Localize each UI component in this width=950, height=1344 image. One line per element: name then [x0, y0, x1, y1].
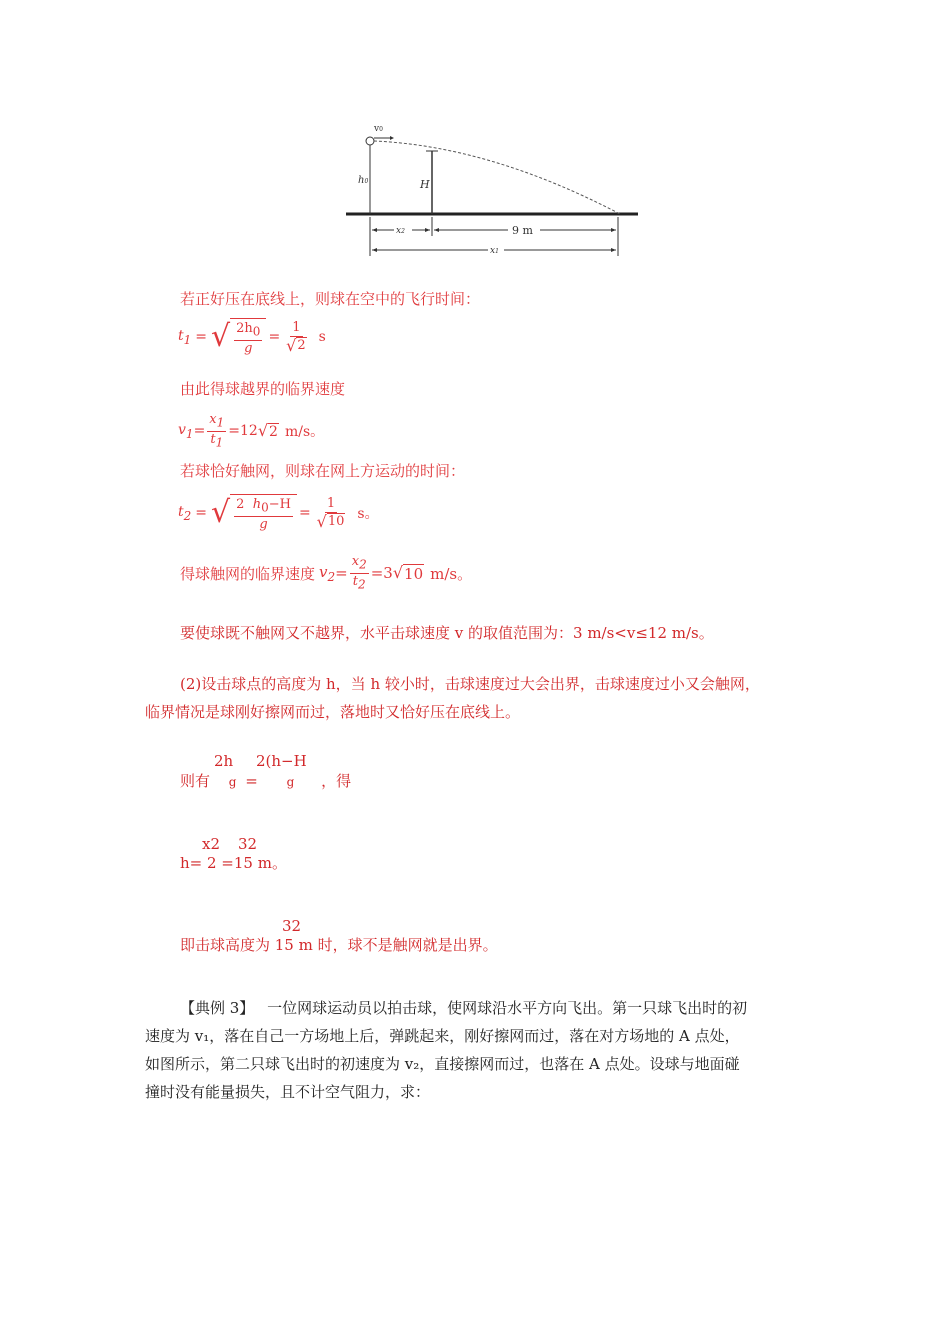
v1-formula: $v_1$ = $\frac{x_1}{t_1}$ = 12 √ 2 m/s。 — [178, 412, 325, 450]
part2-line2: 临界情况是球刚好擦网而过，落地时又恰好压在底线上。 — [145, 703, 521, 721]
eq2-top-a: x2 — [202, 835, 221, 853]
part2-line1: (2)设击球点的高度为 h，当 h 较小时，击球速度过大会出界，击球速度过小又会触网， — [180, 675, 760, 693]
v2-formula: 得球触网的临界速度 $v_2$ = $\frac{x_2}{t_2}$ = 3 √ 10 m/s。 — [180, 554, 473, 592]
block1-line3: 由此得球越界的临界速度 — [180, 380, 346, 398]
example-line3: 如图所示，第二只球飞出时的初速度为 v₂，直接擦网而过，也落在 A 点处。设球与地面碰 — [145, 1055, 740, 1073]
t1-formula: $t_1$ = √ $\frac{2h_0}{g}$ = 1 √ 2 s — [178, 319, 326, 356]
eq1-top-a: 2h — [214, 752, 234, 770]
eq3-line: 即击球高度为 15 m 时，球不是触网就是出界。 — [180, 936, 498, 954]
svg-text:h0: h0 — [358, 175, 369, 186]
trajectory-diagram — [340, 118, 640, 263]
example-line1: 【典例 3】 一位网球运动员以拍击球，使网球沿水平方向飞出。第一只球飞出时的初 — [180, 999, 748, 1017]
eq1-line: 则有 g = g ，得 — [180, 772, 352, 790]
example-line4: 撞时没有能量损失，且不计空气阻力，求： — [145, 1083, 431, 1101]
svg-text:9 m: 9 m — [512, 224, 533, 237]
example-line2: 速度为 v₁，落在自己一方场地上后，弹跳起来，刚好擦网而过，落在对方场地的 A 点处， — [145, 1027, 740, 1045]
svg-text:x2: x2 — [396, 226, 405, 236]
eq3-top: 32 — [282, 917, 302, 935]
svg-text:H: H — [420, 178, 430, 191]
t2-formula: $t_2$ = √ $\frac{2 h_0-H}{g}$ = 1 √ 10 s。 — [178, 495, 379, 532]
block1-line5: 若球恰好触网，则球在网上方运动的时间： — [180, 462, 466, 480]
eq2-line: h= 2 =15 m。 — [180, 854, 287, 872]
ball — [366, 137, 374, 145]
svg-text:x1: x1 — [490, 246, 499, 256]
range-paragraph: 要使球既不触网又不越界，水平击球速度 v 的取值范围为：3 m/s<v≤12 m/s。 — [180, 624, 714, 642]
svg-text:v0: v0 — [374, 124, 383, 134]
eq1-top-b: 2(h−H — [256, 752, 307, 770]
trajectory-curve — [374, 141, 620, 214]
block1-line1: 若正好压在底线上，则球在空中的飞行时间： — [180, 290, 481, 308]
eq2-top-b: 32 — [238, 835, 258, 853]
example-label: 【典例 3】 — [180, 999, 255, 1017]
